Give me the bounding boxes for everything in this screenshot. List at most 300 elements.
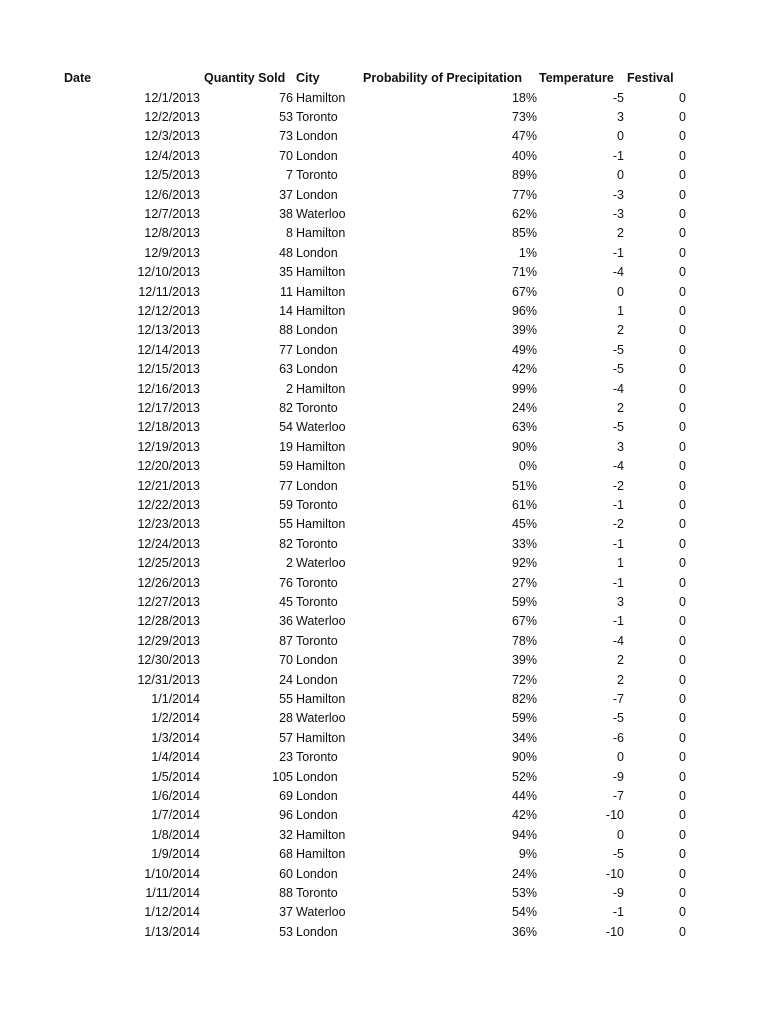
cell-probability: 27%: [511, 575, 537, 590]
cell-temperature: -7: [612, 789, 624, 803]
table-row: [0, 127, 768, 146]
cell-quantity-sold: 54: [279, 420, 293, 435]
cell-city: London: [296, 478, 338, 493]
cell-date: 1/2/2014: [151, 711, 200, 726]
cell-probability: 67%: [511, 284, 537, 299]
table-row: [0, 380, 768, 399]
cell-probability: 78%: [511, 633, 537, 648]
cell-probability: 42%: [511, 808, 537, 823]
cell-quantity-sold: 37: [279, 905, 293, 920]
cell-probability: 52%: [511, 769, 537, 784]
cell-city: Hamilton: [296, 847, 346, 862]
cell-probability: 90%: [511, 439, 537, 454]
cell-temperature: -2: [612, 478, 624, 493]
cell-date: 12/10/2013: [137, 265, 200, 280]
cell-city: London: [296, 672, 338, 687]
cell-date: 1/5/2014: [151, 769, 200, 784]
table-row: [0, 302, 768, 321]
cell-probability: 33%: [511, 536, 537, 551]
cell-temperature: -10: [605, 866, 624, 881]
cell-date: 12/19/2013: [137, 439, 200, 454]
table-row: [0, 768, 768, 787]
cell-temperature: 2: [617, 226, 624, 241]
cell-quantity-sold: 28: [279, 711, 293, 726]
table-row: [0, 321, 768, 340]
cell-quantity-sold: 55: [279, 517, 293, 532]
cell-quantity-sold: 59: [279, 459, 293, 474]
cell-quantity-sold: 2: [286, 381, 293, 396]
cell-festival: 0: [679, 633, 686, 648]
cell-festival: 0: [679, 847, 686, 862]
header-quantity-sold: Quantity Sold: [204, 71, 286, 85]
cell-temperature: -2: [612, 517, 624, 532]
cell-probability: 72%: [511, 672, 537, 687]
cell-probability: 36%: [511, 924, 537, 939]
cell-probability: 61%: [511, 498, 537, 512]
cell-date: 12/3/2013: [144, 129, 200, 144]
table-row: [0, 186, 768, 205]
cell-probability: 51%: [511, 478, 537, 493]
cell-city: Toronto: [296, 750, 338, 765]
cell-temperature: 0: [617, 284, 624, 299]
table-row: [0, 341, 768, 360]
header-festival: Festival: [627, 71, 674, 85]
cell-probability: 99%: [511, 381, 537, 396]
cell-probability: 44%: [511, 789, 537, 803]
cell-probability: 59%: [511, 711, 537, 726]
cell-temperature: 1: [617, 556, 624, 571]
cell-quantity-sold: 19: [279, 439, 293, 454]
cell-temperature: -6: [612, 730, 624, 745]
cell-temperature: 0: [617, 827, 624, 842]
cell-quantity-sold: 88: [279, 323, 293, 338]
cell-city: Hamilton: [296, 827, 346, 842]
cell-date: 1/10/2014: [144, 866, 200, 881]
table-row: [0, 845, 768, 864]
cell-festival: 0: [679, 750, 686, 765]
cell-date: 12/21/2013: [137, 478, 200, 493]
cell-festival: 0: [679, 439, 686, 454]
cell-festival: 0: [679, 614, 686, 629]
cell-quantity-sold: 57: [279, 730, 293, 745]
cell-festival: 0: [679, 90, 686, 105]
cell-festival: 0: [679, 808, 686, 823]
cell-quantity-sold: 7: [286, 168, 293, 183]
cell-date: 12/6/2013: [144, 187, 200, 202]
table-header-row: [0, 69, 768, 88]
cell-date: 12/24/2013: [137, 536, 200, 551]
table-row: [0, 515, 768, 534]
cell-temperature: -4: [612, 381, 624, 396]
cell-quantity-sold: 73: [279, 129, 293, 144]
table-row: [0, 108, 768, 127]
cell-probability: 40%: [511, 148, 537, 163]
cell-temperature: -4: [612, 633, 624, 648]
cell-date: 1/9/2014: [151, 847, 200, 862]
cell-city: London: [296, 245, 338, 260]
cell-temperature: -5: [612, 342, 624, 357]
cell-city: London: [296, 342, 338, 357]
table-row: [0, 438, 768, 457]
cell-quantity-sold: 48: [279, 245, 293, 260]
cell-date: 12/16/2013: [137, 381, 200, 396]
cell-probability: 18%: [511, 90, 537, 105]
cell-festival: 0: [679, 517, 686, 532]
table-row: [0, 709, 768, 728]
cell-festival: 0: [679, 342, 686, 357]
cell-quantity-sold: 32: [279, 827, 293, 842]
cell-temperature: -1: [612, 245, 624, 260]
cell-quantity-sold: 105: [272, 769, 293, 784]
cell-quantity-sold: 11: [280, 284, 293, 299]
cell-festival: 0: [679, 886, 686, 900]
cell-date: 12/25/2013: [137, 556, 200, 571]
cell-temperature: -5: [612, 711, 624, 726]
cell-city: Hamilton: [296, 284, 346, 299]
cell-date: 12/13/2013: [137, 323, 200, 338]
cell-probability: 24%: [511, 401, 537, 415]
cell-quantity-sold: 37: [279, 187, 293, 202]
cell-city: London: [296, 187, 338, 202]
cell-city: London: [296, 362, 338, 377]
cell-city: Waterloo: [296, 905, 346, 920]
cell-temperature: -9: [612, 886, 624, 900]
cell-quantity-sold: 87: [279, 633, 293, 648]
table-row: [0, 651, 768, 670]
cell-festival: 0: [679, 401, 686, 415]
cell-city: London: [296, 789, 338, 803]
cell-festival: 0: [679, 129, 686, 144]
cell-festival: 0: [679, 478, 686, 493]
cell-date: 12/28/2013: [137, 614, 200, 629]
cell-probability: 63%: [511, 420, 537, 435]
cell-date: 12/31/2013: [137, 672, 200, 687]
cell-date: 1/4/2014: [151, 750, 200, 765]
cell-date: 1/3/2014: [151, 730, 200, 745]
header-city: City: [296, 71, 320, 85]
cell-festival: 0: [679, 420, 686, 435]
cell-city: Waterloo: [296, 207, 346, 221]
table-row: [0, 535, 768, 554]
table-row: [0, 89, 768, 108]
cell-date: 12/1/2013: [144, 90, 200, 105]
cell-temperature: 3: [617, 110, 624, 124]
cell-date: 1/1/2014: [151, 692, 200, 706]
cell-probability: 92%: [511, 556, 537, 571]
cell-quantity-sold: 14: [279, 304, 293, 318]
cell-city: Waterloo: [296, 711, 346, 726]
cell-quantity-sold: 8: [286, 226, 293, 241]
cell-festival: 0: [679, 595, 686, 609]
cell-festival: 0: [679, 711, 686, 726]
cell-date: 12/9/2013: [144, 245, 200, 260]
cell-city: Toronto: [296, 575, 338, 590]
cell-festival: 0: [679, 226, 686, 241]
cell-date: 12/12/2013: [137, 304, 200, 318]
cell-quantity-sold: 45: [279, 595, 293, 609]
table-row: [0, 612, 768, 631]
cell-temperature: 0: [617, 168, 624, 183]
cell-city: Hamilton: [296, 692, 346, 706]
cell-date: 1/7/2014: [151, 808, 200, 823]
cell-temperature: -1: [612, 148, 624, 163]
cell-city: Hamilton: [296, 304, 346, 318]
cell-probability: 94%: [511, 827, 537, 842]
table-row: [0, 787, 768, 806]
cell-temperature: -3: [612, 207, 624, 221]
table-row: [0, 690, 768, 709]
table-row: [0, 360, 768, 379]
table-row: [0, 632, 768, 651]
cell-temperature: -5: [612, 90, 624, 105]
cell-probability: 45%: [511, 517, 537, 532]
cell-city: Hamilton: [296, 730, 346, 745]
cell-city: London: [296, 129, 338, 144]
cell-temperature: -3: [612, 187, 624, 202]
cell-date: 12/29/2013: [137, 633, 200, 648]
cell-city: Waterloo: [296, 420, 346, 435]
table-row: [0, 224, 768, 243]
cell-festival: 0: [679, 556, 686, 571]
cell-festival: 0: [679, 381, 686, 396]
table-row: [0, 166, 768, 185]
cell-festival: 0: [679, 245, 686, 260]
table-row: [0, 147, 768, 166]
cell-quantity-sold: 69: [279, 789, 293, 803]
cell-city: Waterloo: [296, 556, 346, 571]
cell-probability: 77%: [511, 187, 537, 202]
table-row: [0, 554, 768, 573]
cell-probability: 54%: [511, 905, 537, 920]
cell-city: London: [296, 866, 338, 881]
cell-probability: 96%: [511, 304, 537, 318]
table-row: [0, 205, 768, 224]
cell-probability: 59%: [511, 595, 537, 609]
cell-temperature: -1: [612, 498, 624, 512]
cell-festival: 0: [679, 653, 686, 668]
cell-quantity-sold: 53: [279, 110, 293, 124]
cell-festival: 0: [679, 769, 686, 784]
cell-quantity-sold: 63: [279, 362, 293, 377]
cell-date: 1/13/2014: [144, 924, 200, 939]
cell-temperature: -10: [605, 924, 624, 939]
cell-quantity-sold: 68: [279, 847, 293, 862]
cell-city: Hamilton: [296, 226, 346, 241]
cell-city: Toronto: [296, 595, 338, 609]
header-probability-of-precipitation: Probability of Precipitation: [363, 71, 523, 85]
cell-festival: 0: [679, 459, 686, 474]
cell-temperature: 3: [617, 439, 624, 454]
cell-temperature: 0: [617, 750, 624, 765]
cell-festival: 0: [679, 207, 686, 221]
cell-festival: 0: [679, 536, 686, 551]
cell-probability: 62%: [511, 207, 537, 221]
cell-city: Toronto: [296, 536, 338, 551]
table-row: [0, 729, 768, 748]
cell-temperature: -4: [612, 265, 624, 280]
cell-temperature: -5: [612, 847, 624, 862]
cell-temperature: -1: [612, 536, 624, 551]
table-row: [0, 671, 768, 690]
cell-date: 12/14/2013: [137, 342, 200, 357]
cell-festival: 0: [679, 323, 686, 338]
cell-date: 12/17/2013: [137, 401, 200, 415]
table-row: [0, 826, 768, 845]
cell-date: 1/11/2014: [145, 886, 200, 900]
cell-quantity-sold: 76: [279, 90, 293, 105]
cell-quantity-sold: 59: [279, 498, 293, 512]
table-row: [0, 923, 768, 942]
cell-date: 12/5/2013: [144, 168, 200, 183]
cell-festival: 0: [679, 265, 686, 280]
cell-quantity-sold: 35: [279, 265, 293, 280]
cell-quantity-sold: 36: [279, 614, 293, 629]
cell-festival: 0: [679, 498, 686, 512]
table-row: [0, 884, 768, 903]
cell-date: 12/11/2013: [138, 284, 200, 299]
cell-quantity-sold: 82: [279, 401, 293, 415]
cell-temperature: 0: [617, 129, 624, 144]
header-temperature: Temperature: [539, 71, 614, 85]
cell-festival: 0: [679, 148, 686, 163]
table-row: [0, 477, 768, 496]
cell-quantity-sold: 23: [279, 750, 293, 765]
cell-temperature: -1: [612, 905, 624, 920]
table-row: [0, 457, 768, 476]
table-row: [0, 593, 768, 612]
cell-probability: 82%: [511, 692, 537, 706]
cell-city: Toronto: [296, 168, 338, 183]
cell-festival: 0: [679, 168, 686, 183]
cell-temperature: 1: [617, 304, 624, 318]
header-date: Date: [64, 71, 92, 85]
cell-quantity-sold: 60: [279, 866, 293, 881]
cell-city: Hamilton: [296, 517, 346, 532]
cell-quantity-sold: 70: [279, 148, 293, 163]
table-row: [0, 496, 768, 515]
cell-temperature: -10: [605, 808, 624, 823]
cell-city: London: [296, 323, 338, 338]
cell-probability: 53%: [511, 886, 537, 900]
cell-temperature: -5: [612, 362, 624, 377]
cell-temperature: 2: [617, 653, 624, 668]
cell-probability: 47%: [511, 129, 537, 144]
cell-temperature: -4: [612, 459, 624, 474]
cell-date: 12/8/2013: [144, 226, 200, 241]
table-row: [0, 865, 768, 884]
cell-temperature: -1: [612, 614, 624, 629]
cell-probability: 1%: [518, 245, 537, 260]
table-row: [0, 748, 768, 767]
cell-quantity-sold: 24: [279, 672, 293, 687]
cell-date: 1/8/2014: [151, 827, 200, 842]
cell-probability: 0%: [518, 459, 537, 474]
cell-quantity-sold: 77: [279, 342, 293, 357]
cell-city: Hamilton: [296, 459, 346, 474]
cell-temperature: -5: [612, 420, 624, 435]
cell-city: Hamilton: [296, 265, 346, 280]
cell-quantity-sold: 53: [279, 924, 293, 939]
cell-temperature: 2: [617, 401, 624, 415]
cell-quantity-sold: 88: [279, 886, 293, 900]
table-row: [0, 283, 768, 302]
cell-festival: 0: [679, 730, 686, 745]
cell-city: Toronto: [296, 110, 338, 124]
cell-date: 12/30/2013: [137, 653, 200, 668]
cell-city: Hamilton: [296, 90, 346, 105]
cell-festival: 0: [679, 866, 686, 881]
cell-probability: 9%: [518, 847, 537, 862]
cell-festival: 0: [679, 284, 686, 299]
cell-date: 12/15/2013: [137, 362, 200, 377]
cell-quantity-sold: 38: [279, 207, 293, 221]
cell-probability: 39%: [511, 323, 537, 338]
table-row: [0, 418, 768, 437]
cell-probability: 71%: [511, 265, 537, 280]
cell-temperature: -1: [612, 575, 624, 590]
cell-city: London: [296, 148, 338, 163]
cell-probability: 34%: [511, 730, 537, 745]
cell-festival: 0: [679, 362, 686, 377]
cell-quantity-sold: 82: [279, 536, 293, 551]
cell-festival: 0: [679, 692, 686, 706]
cell-probability: 90%: [511, 750, 537, 765]
cell-probability: 85%: [511, 226, 537, 241]
cell-date: 12/4/2013: [144, 148, 200, 163]
cell-date: 12/22/2013: [137, 498, 200, 512]
cell-city: Toronto: [296, 886, 338, 900]
cell-probability: 67%: [511, 614, 537, 629]
cell-temperature: -9: [612, 769, 624, 784]
cell-festival: 0: [679, 187, 686, 202]
cell-festival: 0: [679, 924, 686, 939]
table-row: [0, 244, 768, 263]
cell-date: 12/7/2013: [144, 207, 200, 221]
cell-temperature: 2: [617, 323, 624, 338]
table-row: [0, 399, 768, 418]
cell-quantity-sold: 77: [279, 478, 293, 493]
cell-city: Toronto: [296, 633, 338, 648]
cell-quantity-sold: 76: [279, 575, 293, 590]
cell-probability: 89%: [511, 168, 537, 183]
cell-city: Toronto: [296, 498, 338, 512]
cell-date: 12/18/2013: [137, 420, 200, 435]
cell-date: 12/2/2013: [144, 110, 200, 124]
cell-probability: 39%: [511, 653, 537, 668]
cell-city: London: [296, 653, 338, 668]
cell-date: 12/20/2013: [137, 459, 200, 474]
cell-festival: 0: [679, 575, 686, 590]
cell-quantity-sold: 96: [279, 808, 293, 823]
cell-quantity-sold: 2: [286, 556, 293, 571]
cell-festival: 0: [679, 905, 686, 920]
cell-city: London: [296, 769, 338, 784]
cell-date: 1/12/2014: [144, 905, 200, 920]
cell-city: Waterloo: [296, 614, 346, 629]
cell-city: Toronto: [296, 401, 338, 415]
cell-temperature: 3: [617, 595, 624, 609]
cell-probability: 73%: [511, 110, 537, 124]
cell-festival: 0: [679, 304, 686, 318]
cell-temperature: 2: [617, 672, 624, 687]
cell-city: Hamilton: [296, 439, 346, 454]
cell-city: London: [296, 808, 338, 823]
cell-city: London: [296, 924, 338, 939]
cell-date: 12/26/2013: [137, 575, 200, 590]
cell-festival: 0: [679, 110, 686, 124]
cell-festival: 0: [679, 827, 686, 842]
table-row: [0, 574, 768, 593]
